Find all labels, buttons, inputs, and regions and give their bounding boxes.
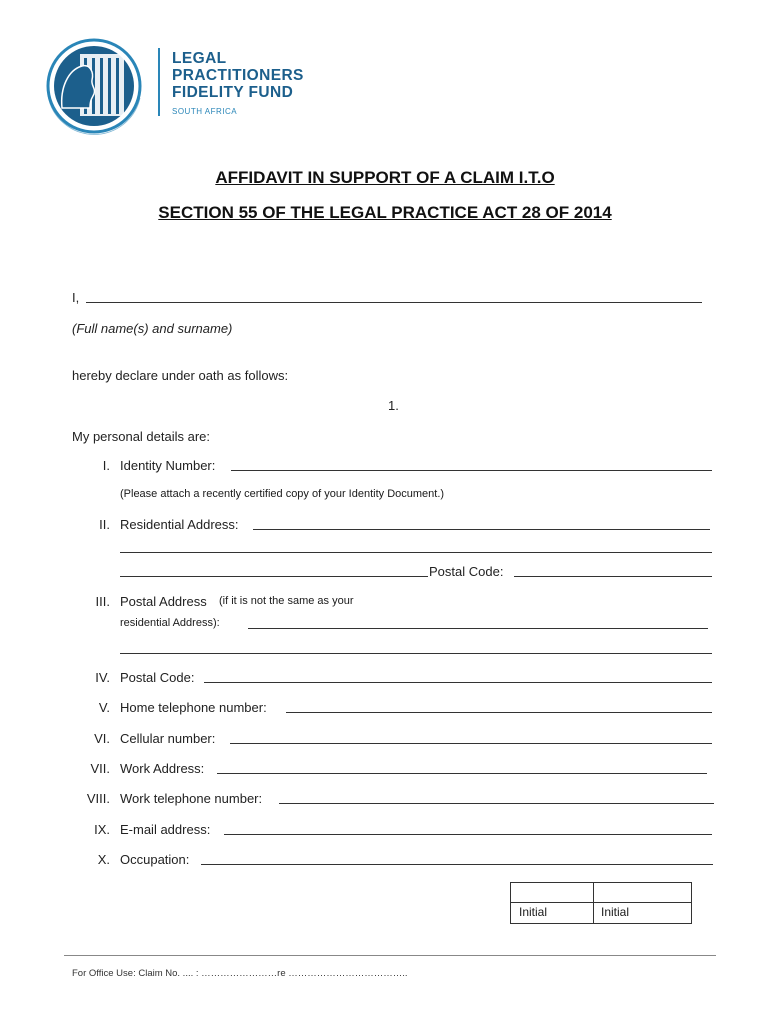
item-number: IV. bbox=[95, 670, 110, 685]
identity-number-label: Identity Number: bbox=[120, 458, 216, 473]
home-telephone-label: Home telephone number: bbox=[120, 700, 267, 715]
email-address-field[interactable] bbox=[224, 834, 712, 835]
residential-address-field-2[interactable] bbox=[120, 552, 712, 553]
item-number: X. bbox=[97, 852, 110, 867]
identity-note: (Please attach a recently certified copy of your Identity Document.) bbox=[120, 488, 445, 500]
postal-code-field[interactable] bbox=[204, 682, 712, 683]
initials-table bbox=[510, 882, 692, 924]
residential-address-field-3[interactable] bbox=[120, 576, 428, 577]
email-address-label: E-mail address: bbox=[120, 822, 211, 837]
office-use-footer: For Office Use: Claim No. .... : ……………………re ……………………………….. bbox=[72, 968, 408, 979]
fidelity-fund-emblem-icon bbox=[34, 36, 154, 142]
logo-line-1: LEGAL bbox=[172, 50, 227, 67]
postal-address-field-2[interactable] bbox=[120, 653, 712, 654]
residential-postal-code-field[interactable] bbox=[514, 576, 712, 577]
postal-address-field-1[interactable] bbox=[248, 628, 708, 629]
footer-divider bbox=[64, 955, 716, 956]
initial-label-2: Initial bbox=[601, 905, 630, 919]
cellular-number-label: Cellular number: bbox=[120, 731, 216, 746]
postal-address-note: (if it is not the same as your bbox=[219, 595, 354, 607]
declaration-text: hereby declare under oath as follows: bbox=[72, 368, 289, 383]
occupation-field[interactable] bbox=[201, 864, 713, 865]
residential-address-field-1[interactable] bbox=[253, 529, 710, 530]
item-number: IX. bbox=[94, 822, 110, 837]
personal-details-heading: My personal details are: bbox=[72, 429, 211, 444]
item-number: III. bbox=[95, 594, 110, 609]
document-title-line-1: AFFIDAVIT IN SUPPORT OF A CLAIM I.T.O bbox=[215, 168, 555, 187]
item-number: II. bbox=[99, 517, 110, 532]
postal-address-label: Postal Address bbox=[120, 594, 207, 609]
document-title-line-2: SECTION 55 OF THE LEGAL PRACTICE ACT 28 OF 2014 bbox=[158, 203, 612, 222]
occupation-label: Occupation: bbox=[120, 852, 190, 867]
full-name-hint: (Full name(s) and surname) bbox=[72, 321, 233, 336]
section-number: 1. bbox=[388, 398, 399, 413]
postal-address-label-cont: residential Address): bbox=[120, 617, 220, 629]
item-number: VIII. bbox=[86, 791, 110, 806]
work-telephone-field[interactable] bbox=[279, 803, 714, 804]
work-telephone-label: Work telephone number: bbox=[120, 791, 263, 806]
full-name-field[interactable] bbox=[86, 302, 702, 303]
item-number: V. bbox=[98, 700, 110, 715]
item-number: VI. bbox=[94, 731, 110, 746]
work-address-label: Work Address: bbox=[120, 761, 205, 776]
logo-subtitle: SOUTH AFRICA bbox=[172, 107, 238, 116]
logo-divider bbox=[158, 48, 160, 116]
initial-box-1[interactable] bbox=[511, 883, 593, 902]
item-number: I. bbox=[102, 458, 110, 473]
work-address-field[interactable] bbox=[217, 773, 707, 774]
logo-line-3: FIDELITY FUND bbox=[172, 84, 294, 101]
residential-address-label: Residential Address: bbox=[120, 517, 239, 532]
logo-line-2: PRACTITIONERS bbox=[172, 67, 304, 84]
residential-postal-code-label: Postal Code: bbox=[429, 564, 504, 579]
deponent-prefix: I, bbox=[72, 290, 80, 305]
postal-code-label: Postal Code: bbox=[120, 670, 195, 685]
initial-label-1: Initial bbox=[519, 905, 548, 919]
initial-box-2[interactable] bbox=[594, 883, 691, 902]
item-number: VII. bbox=[90, 761, 110, 776]
cellular-number-field[interactable] bbox=[230, 743, 712, 744]
identity-number-field[interactable] bbox=[231, 470, 712, 471]
home-telephone-field[interactable] bbox=[286, 712, 712, 713]
